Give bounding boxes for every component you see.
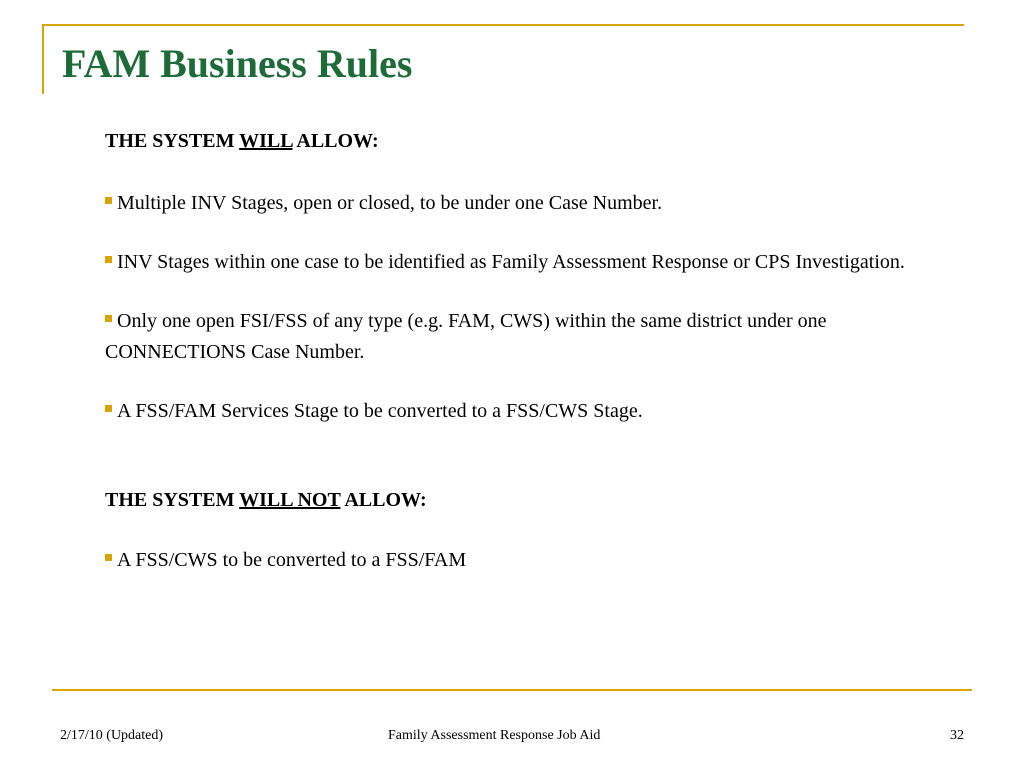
allow-heading: [105, 126, 925, 156]
footer-page-number: 32: [950, 728, 964, 743]
disallow-heading-suffix: ALLOW:: [340, 489, 427, 511]
disallow-heading-emphasis: WILL NOT: [239, 489, 341, 511]
square-bullet-icon: [105, 554, 112, 561]
left-frame-rule: [42, 24, 44, 94]
disallow-bullet-text: A FSS/CWS to be converted to a FSS/FAM: [117, 549, 467, 571]
disallow-heading-prefix: THE SYSTEM: [105, 489, 240, 511]
disallow-heading: [105, 485, 925, 515]
slide-title: FAM Business Rules: [62, 41, 413, 86]
allow-bullet-item: [105, 247, 925, 278]
allow-bullet-text: Multiple INV Stages, open or closed, to be under one Case Number.: [117, 192, 663, 214]
allow-heading-suffix: ALLOW:: [292, 130, 379, 152]
disallow-bullet-item: [105, 545, 925, 576]
allow-heading-emphasis: WILL: [239, 130, 293, 152]
slide-content: [105, 126, 925, 576]
allow-bullet-item: [105, 306, 925, 368]
allow-bullet-item: [105, 188, 925, 219]
square-bullet-icon: [105, 315, 112, 322]
square-bullet-icon: [105, 256, 112, 263]
allow-bullet-item: [105, 396, 925, 427]
footer-rule: [52, 689, 972, 691]
top-frame-rule: [42, 24, 964, 26]
allow-bullet-text: INV Stages within one case to be identified as Family Assessment Response or CPS Investigation.: [117, 251, 905, 273]
allow-heading-prefix: THE SYSTEM: [105, 130, 240, 152]
square-bullet-icon: [105, 197, 112, 204]
footer-doc-title: Family Assessment Response Job Aid: [388, 728, 601, 743]
allow-bullet-text: Only one open FSI/FSS of any type (e.g. FAM, CWS) within the same district under one CONNECTIONS Case Number.: [105, 310, 827, 363]
allow-bullet-text: A FSS/FAM Services Stage to be converted to a FSS/CWS Stage.: [117, 400, 643, 422]
square-bullet-icon: [105, 405, 112, 412]
footer-date: 2/17/10 (Updated): [60, 728, 164, 743]
